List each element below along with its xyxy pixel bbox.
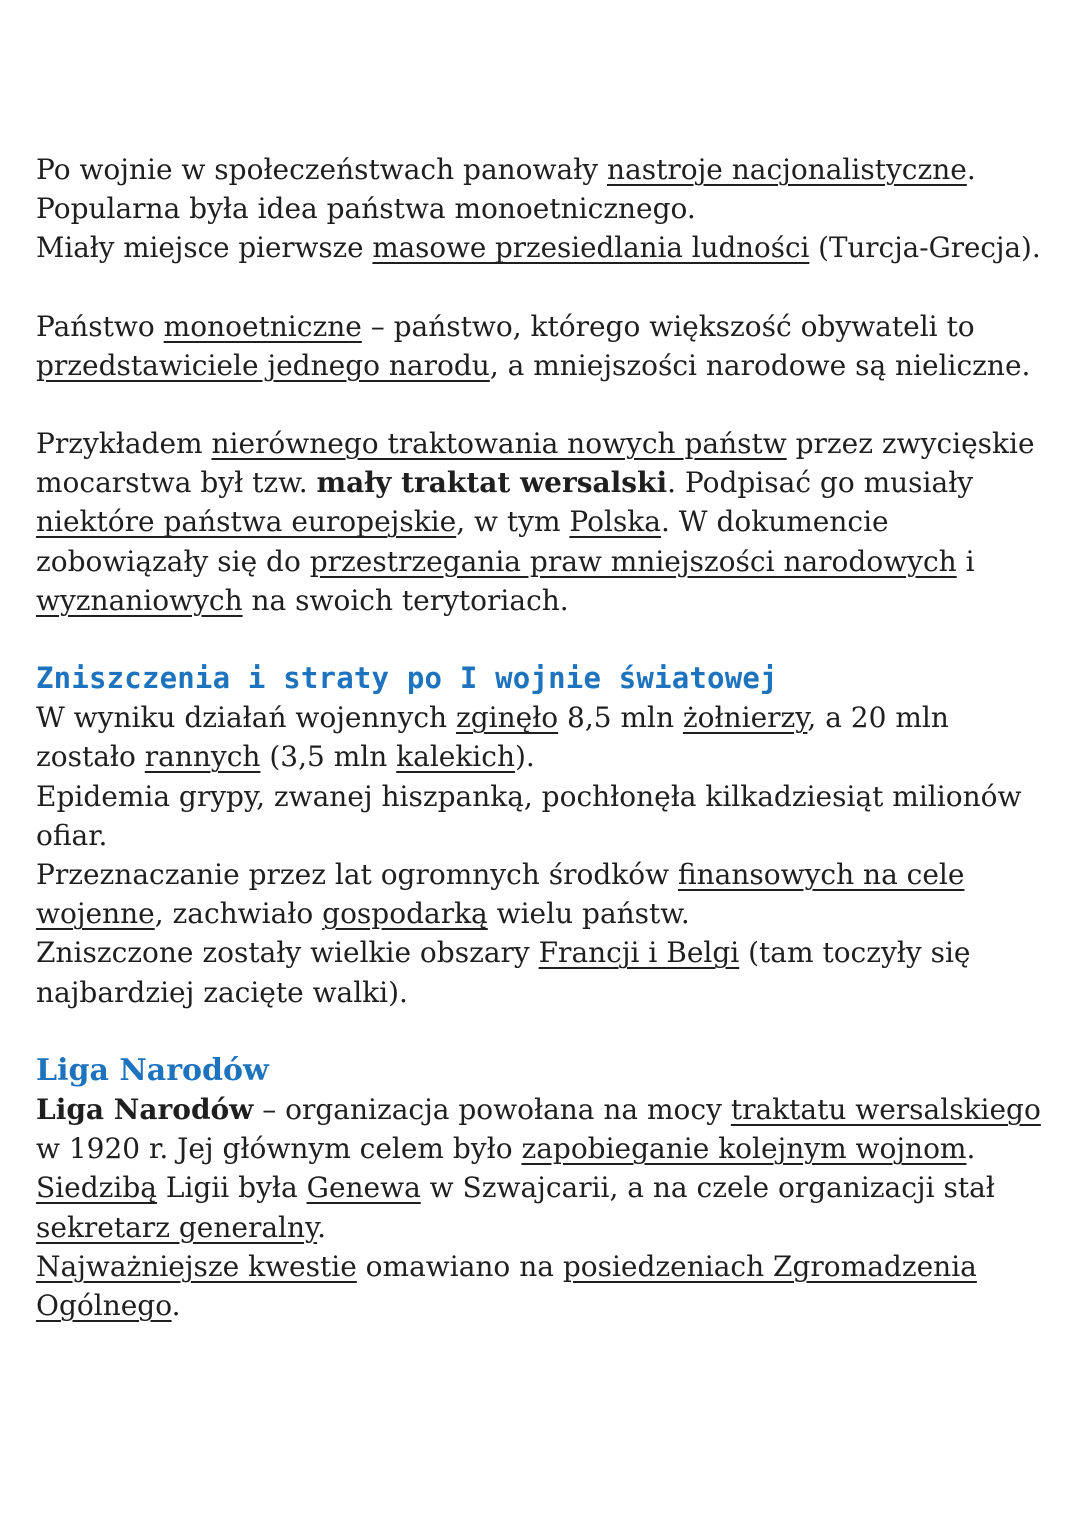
paragraph-monoethnic-definition [36, 307, 1046, 385]
text-line: sekretarz generalny. [36, 1210, 327, 1244]
text-line: Liga Narodów – organizacja powołana na mocy traktatu wersalskiego [36, 1093, 1041, 1127]
underlined-term: gospodarką [322, 897, 488, 931]
document-page [36, 150, 1046, 1325]
underlined-term: traktatu wersalskiego [730, 1093, 1041, 1127]
underlined-term: posiedzeniach Zgromadzenia [562, 1249, 977, 1283]
underlined-term: Siedzibą [36, 1171, 157, 1205]
underlined-term: finansowych na cele [677, 858, 965, 892]
underlined-term: wojenne [36, 897, 155, 931]
underlined-term: nastroje nacjonalistyczne [607, 153, 967, 186]
text-line: Epidemia grypy, zwanej hiszpanką, pochłonęła kilkadziesiąt milionów [36, 779, 1022, 813]
underlined-term: zapobieganie kolejnym wojnom [521, 1132, 967, 1166]
underlined-term: zginęło [455, 701, 559, 735]
text-line: Państwo monoetniczne – państwo, którego większość obywateli to [36, 309, 975, 343]
text-line: w 1920 r. Jej głównym celem było zapobieganie kolejnym wojnom. [36, 1132, 976, 1166]
underlined-term: kalekich [396, 740, 515, 774]
paragraph-gap [36, 1012, 1046, 1051]
text-line: wyznaniowych na swoich terytoriach. [36, 583, 569, 617]
underlined-term: nierównego traktowania nowych państw [211, 427, 787, 461]
text-line: mocarstwa był tzw. mały traktat wersalski. Podpisać go musiały [36, 466, 974, 500]
underlined-term: żołnierzy [682, 701, 808, 735]
bold-term: Liga Narodów [36, 1093, 254, 1127]
text-line: ofiar. [36, 818, 108, 852]
text-line: Siedzibą Ligii była Genewa w Szwajcarii, a na czele organizacji stał [36, 1171, 995, 1205]
underlined-term: przedstawiciele jednego narodu [36, 348, 490, 382]
text-line: Przykładem nierównego traktowania nowych państw przez zwycięskie [36, 427, 1035, 461]
text-line: Przeznaczanie przez lat ogromnych środków finansowych na cele [36, 858, 965, 892]
underlined-term: Francji i Belgi [538, 936, 740, 970]
text-line: W wyniku działań wojennych zginęło 8,5 mln żołnierzy, a 20 mln [36, 701, 949, 735]
underlined-term: Genewa [306, 1171, 421, 1205]
underlined-term: Polska [569, 505, 661, 539]
text-line: Popularna była idea państwa monoetnicznego. [36, 192, 696, 226]
underlined-term: masowe przesiedlania ludności [372, 231, 810, 265]
text-line: Ogólnego. [36, 1289, 181, 1323]
text-line: zostało rannych (3,5 mln kalekich). [36, 740, 535, 774]
paragraph-postwar-nationalism [36, 150, 1046, 268]
section-war-losses [36, 659, 1046, 1012]
underlined-term: sekretarz generalny [36, 1210, 318, 1244]
section-league-of-nations [36, 1051, 1046, 1325]
text-line: Najważniejsze kwestie omawiano na posiedzeniach Zgromadzenia [36, 1249, 977, 1283]
paragraph-gap [36, 385, 1046, 424]
section-heading: Liga Narodów [36, 1052, 269, 1088]
bold-term: mały traktat wersalski [316, 466, 668, 500]
text-line: zobowiązały się do przestrzegania praw mniejszości narodowych i [36, 544, 975, 578]
underlined-term: przestrzegania praw mniejszości narodowych [309, 544, 957, 578]
text-line: wojenne, zachwiało gospodarką wielu państw. [36, 897, 690, 931]
text-line: Zniszczone zostały wielkie obszary Francji i Belgi (tam toczyły się [36, 936, 971, 970]
underlined-term: Najważniejsze kwestie [36, 1249, 357, 1283]
underlined-term: Ogólnego [36, 1289, 172, 1323]
underlined-term: rannych [144, 740, 261, 774]
underlined-term: wyznaniowych [36, 583, 243, 617]
paragraph-small-versailles-treaty [36, 424, 1046, 620]
paragraph-gap [36, 268, 1046, 307]
text-line: przedstawiciele jednego narodu, a mniejszości narodowe są nieliczne. [36, 348, 1031, 382]
underlined-term: niektóre państwa europejskie [36, 505, 457, 539]
paragraph-gap [36, 620, 1046, 659]
text-line: Miały miejsce pierwsze masowe przesiedlania ludności (Turcja-Grecja). [36, 231, 1041, 265]
text-line: najbardziej zacięte walki). [36, 975, 408, 1009]
underlined-term: monoetniczne [163, 309, 362, 343]
text-line: niektóre państwa europejskie, w tym Polska. W dokumencie [36, 505, 889, 539]
text-line: Po wojnie w społeczeństwach panowały nastroje nacjonalistyczne. [36, 153, 976, 186]
section-heading: Zniszczenia i straty po I wojnie światowej [36, 661, 778, 696]
